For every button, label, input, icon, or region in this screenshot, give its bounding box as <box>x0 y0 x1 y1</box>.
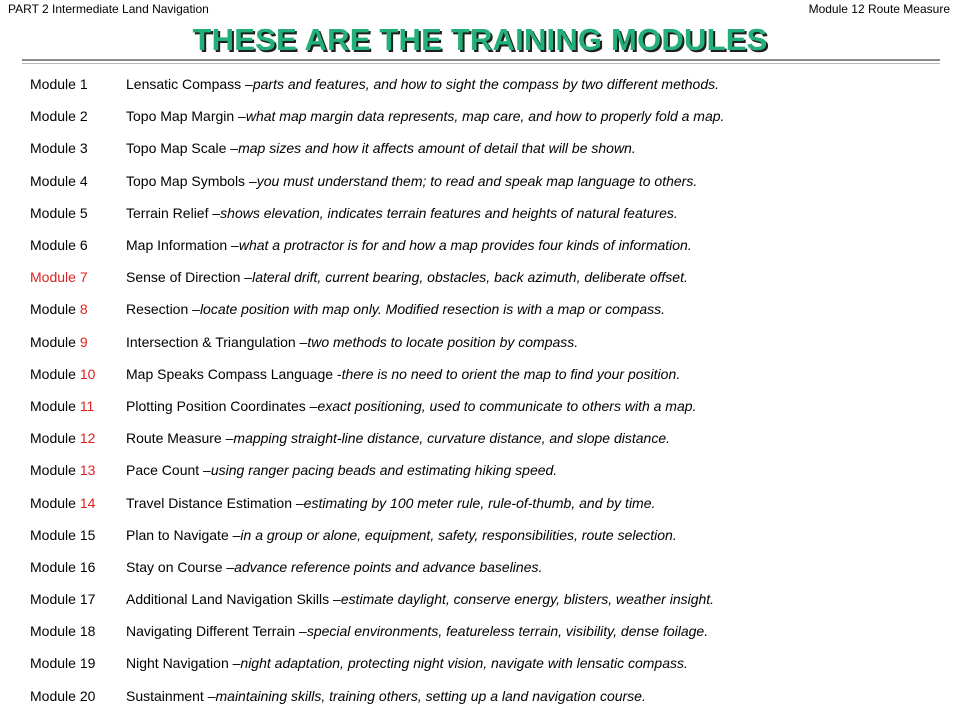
module-topic: Map Information – <box>126 237 239 254</box>
module-word: Module <box>30 687 76 704</box>
module-description: in a group or alone, equipment, safety, responsibilities, route selection. <box>240 526 677 543</box>
module-topic: Stay on Course – <box>126 558 235 575</box>
module-label <box>30 655 126 671</box>
list-item <box>30 100 950 132</box>
list-item <box>30 261 950 293</box>
list-item <box>30 390 950 422</box>
module-topic: Route Measure – <box>126 430 234 447</box>
list-item <box>30 293 950 325</box>
list-item <box>30 358 950 390</box>
module-word: Module <box>30 237 76 254</box>
header-left: PART 2 Intermediate Land Navigation <box>8 2 209 16</box>
module-label <box>30 205 126 221</box>
module-word: Module <box>30 623 76 640</box>
module-label <box>30 495 126 511</box>
list-item <box>30 197 950 229</box>
module-number: 12 <box>79 430 96 447</box>
module-description: maintaining skills, training others, setting up a land navigation course. <box>215 687 646 704</box>
list-item <box>30 583 950 615</box>
module-description: night adaptation, protecting night vision, navigate with lensatic compass. <box>240 655 688 672</box>
module-description: estimate daylight, conserve energy, blisters, weather insight. <box>340 591 715 608</box>
module-topic: Map Speaks Compass Language - <box>126 365 342 382</box>
module-description: you must understand them; to read and speak map language to others. <box>256 172 698 189</box>
module-topic: Navigating Different Terrain – <box>126 623 307 640</box>
module-topic: Resection – <box>126 301 200 318</box>
list-item <box>30 132 950 164</box>
module-topic: Additional Land Navigation Skills – <box>126 591 341 608</box>
module-topic: Night Navigation – <box>126 655 241 672</box>
module-label <box>30 173 126 189</box>
module-description: parts and features, and how to sight the compass by two different methods. <box>252 76 719 93</box>
module-description: what a protractor is for and how a map provides four kinds of information. <box>238 237 692 254</box>
module-label <box>30 462 126 478</box>
title-divider-thin <box>22 63 940 64</box>
module-topic: Intersection & Triangulation – <box>126 333 308 350</box>
module-word: Module <box>30 365 76 382</box>
list-item <box>30 68 950 100</box>
module-label <box>30 108 126 124</box>
module-description: lateral drift, current bearing, obstacles, back azimuth, deliberate offset. <box>252 269 688 286</box>
list-item <box>30 486 950 518</box>
module-description: map sizes and how it affects amount of detail that will be shown. <box>238 140 636 157</box>
module-number: 2 <box>79 108 88 125</box>
module-label <box>30 398 126 414</box>
module-label <box>30 334 126 350</box>
module-number: 13 <box>79 462 96 479</box>
module-number: 1 <box>79 76 88 93</box>
module-description: locate position with map only. Modified resection is with a map or compass. <box>199 301 665 318</box>
module-description: mapping straight-line distance, curvature distance, and slope distance. <box>233 430 670 447</box>
module-description: exact positioning, used to communicate to others with a map. <box>317 397 697 414</box>
module-word: Module <box>30 108 76 125</box>
module-description: there is no need to orient the map to find your position. <box>341 365 681 382</box>
module-label <box>30 688 126 704</box>
module-list <box>30 68 950 712</box>
module-description: estimating by 100 meter rule, rule-of-thumb, and by time. <box>303 494 656 511</box>
module-number: 16 <box>79 558 96 575</box>
module-label <box>30 623 126 639</box>
module-label <box>30 527 126 543</box>
list-item <box>30 647 950 679</box>
module-number: 5 <box>79 204 88 221</box>
module-number: 6 <box>79 237 88 254</box>
module-number: 14 <box>79 494 96 511</box>
module-word: Module <box>30 494 76 511</box>
module-label <box>30 430 126 446</box>
module-word: Module <box>30 462 76 479</box>
module-word: Module <box>30 76 76 93</box>
module-number: 19 <box>79 655 96 672</box>
module-number: 18 <box>79 623 96 640</box>
module-label <box>30 76 126 92</box>
list-item <box>30 615 950 647</box>
list-item <box>30 551 950 583</box>
page-title: THESE ARE THE TRAINING MODULES <box>192 22 768 57</box>
module-description: using ranger pacing beads and estimating hiking speed. <box>210 462 558 479</box>
module-topic: Topo Map Scale – <box>126 140 239 157</box>
list-item <box>30 519 950 551</box>
module-number: 7 <box>79 269 88 286</box>
module-word: Module <box>30 655 76 672</box>
module-label <box>30 269 126 285</box>
module-description: shows elevation, indicates terrain features and heights of natural features. <box>220 204 678 221</box>
module-label <box>30 237 126 253</box>
module-topic: Lensatic Compass – <box>126 76 253 93</box>
module-word: Module <box>30 591 76 608</box>
list-item <box>30 680 950 712</box>
list-item <box>30 454 950 486</box>
module-word: Module <box>30 301 76 318</box>
module-label <box>30 140 126 156</box>
module-number: 10 <box>79 365 96 382</box>
module-word: Module <box>30 397 76 414</box>
list-item <box>30 326 950 358</box>
module-number: 11 <box>79 397 95 414</box>
module-number: 20 <box>79 687 96 704</box>
module-description: advance reference points and advance baselines. <box>234 558 543 575</box>
module-topic: Plan to Navigate – <box>126 526 241 543</box>
module-topic: Sense of Direction – <box>126 269 253 286</box>
module-word: Module <box>30 204 76 221</box>
module-number: 17 <box>79 591 96 608</box>
module-number: 3 <box>79 140 88 157</box>
module-label <box>30 366 126 382</box>
header-right: Module 12 Route Measure <box>808 2 950 16</box>
title-divider <box>22 59 940 61</box>
list-item <box>30 422 950 454</box>
list-item <box>30 165 950 197</box>
module-word: Module <box>30 558 76 575</box>
module-topic: Terrain Relief – <box>126 204 221 221</box>
module-label <box>30 559 126 575</box>
module-word: Module <box>30 269 76 286</box>
module-number: 4 <box>79 172 88 189</box>
module-number: 9 <box>79 333 88 350</box>
module-word: Module <box>30 430 76 447</box>
module-topic: Topo Map Margin – <box>126 108 246 125</box>
module-topic: Pace Count – <box>126 462 211 479</box>
module-number: 15 <box>79 526 96 543</box>
module-topic: Topo Map Symbols – <box>126 172 257 189</box>
module-description: special environments, featureless terrain, visibility, dense foilage. <box>306 623 709 640</box>
module-number: 8 <box>79 301 88 318</box>
module-description: what map margin data represents, map care, and how to properly fold a map. <box>245 108 725 125</box>
module-topic: Travel Distance Estimation – <box>126 494 304 511</box>
module-word: Module <box>30 140 76 157</box>
module-topic: Plotting Position Coordinates – <box>126 397 318 414</box>
module-description: two methods to locate position by compass. <box>307 333 579 350</box>
module-word: Module <box>30 333 76 350</box>
module-word: Module <box>30 526 76 543</box>
list-item <box>30 229 950 261</box>
module-label <box>30 591 126 607</box>
module-topic: Sustainment – <box>126 687 216 704</box>
module-word: Module <box>30 172 76 189</box>
module-label <box>30 301 126 317</box>
